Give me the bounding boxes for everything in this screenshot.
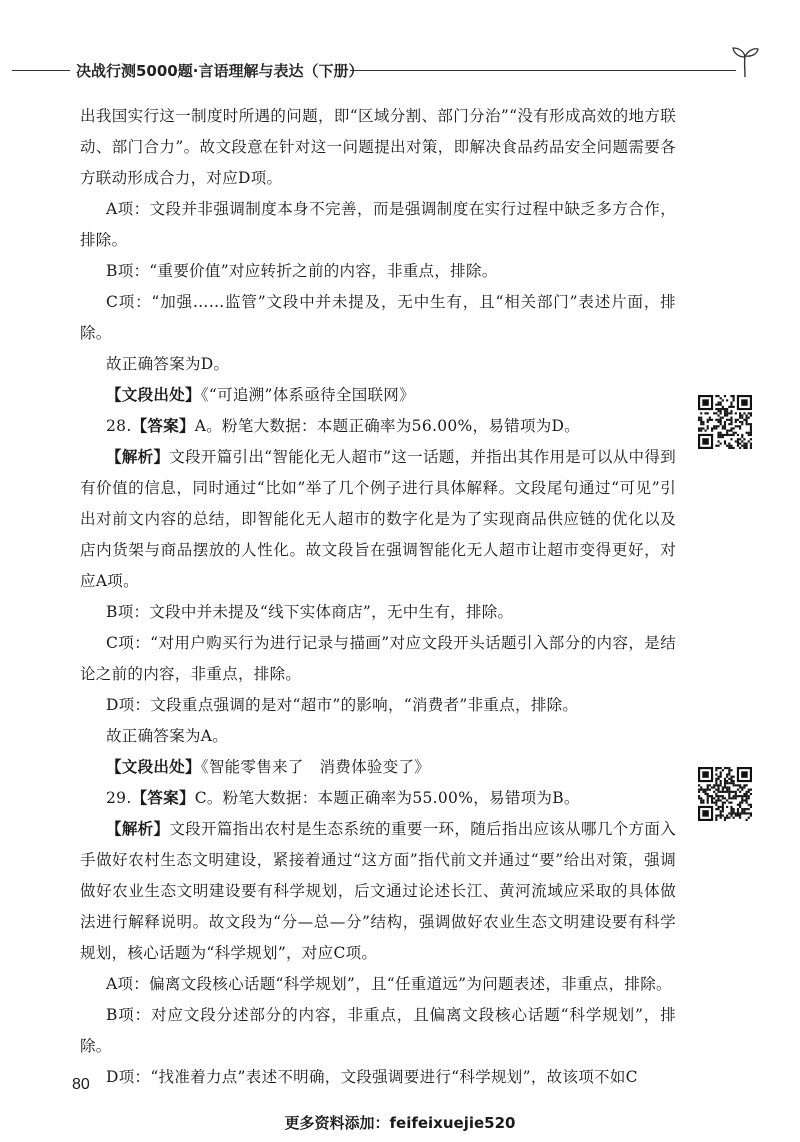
bracket-label: 【答案】 (131, 789, 195, 807)
paragraph-text: B项：“重要价值”对应转折之前的内容，非重点，排除。 (106, 262, 498, 280)
paragraph (80, 380, 676, 411)
paragraph-text: A项：偏离文段核心话题“科学规划”，且“任重道远”为问题表述，非重点，排除。 (106, 975, 672, 993)
paragraph-text: 文段开篇引出“智能化无人超市”这一话题，并指出其作用是可以从中得到有价值的信息，同时通过“比如”举了几个例子进行具体解释。文段尾句通过“可见”引出对前文内容的总结，即智能化无人超市的数字化是为了实现商品供应链的优化以及店内货架与商品摆放的人性化。故文段旨在强调智能化无人超市让超市变得更好，对应A项。 (80, 448, 676, 590)
footer-note: 更多资料添加：feifeixuejie520 (284, 1114, 516, 1132)
paragraph (80, 1000, 676, 1062)
paragraph (80, 411, 676, 442)
paragraph (80, 814, 676, 969)
bracket-label: 【解析】 (106, 448, 170, 466)
paragraph-text: C。粉笔大数据：本题正确率为55.00%，易错项为B。 (194, 789, 580, 807)
paragraph (80, 628, 676, 690)
header-rule-left (12, 70, 70, 71)
paragraph (80, 442, 676, 597)
paragraph (80, 194, 676, 256)
question-number: 28. (106, 417, 132, 435)
paragraph-text: B项：对应文段分述部分的内容，非重点，且偏离文段核心话题“科学规划”，排除。 (80, 1006, 676, 1055)
running-header (0, 58, 800, 84)
paragraph (80, 1062, 676, 1093)
paragraph (80, 256, 676, 287)
paragraph (80, 969, 676, 1000)
bracket-label: 【文段出处】 (106, 758, 201, 776)
paragraph-text: C项：“对用户购买行为进行记录与描画”对应文段开头话题引入部分的内容，是结论之前的内容，非重点，排除。 (80, 634, 676, 683)
header-title: 决战行测5000题·言语理解与表达（下册） (76, 62, 364, 80)
bracket-label: 【文段出处】 (106, 386, 201, 404)
bracket-label: 【解析】 (106, 820, 170, 838)
paragraph-text: 《“可追溯”体系亟待全国联网》 (200, 386, 415, 404)
paragraph-text: A。粉笔大数据：本题正确率为56.00%，易错项为D。 (194, 417, 581, 435)
paragraph (80, 349, 676, 380)
paragraph (80, 752, 676, 783)
paragraph-text: 故正确答案为A。 (106, 727, 229, 745)
paragraph-text: 文段开篇指出农村是生态系统的重要一环，随后指出应该从哪几个方面入手做好农村生态文明建设，紧接着通过“这方面”指代前文并通过“要”给出对策，强调做好农业生态文明建设要有科学规划，后文通过论述长江、黄河流域应采取的具体做法进行解释说明。故文段为“分—总—分”结构，强调做好农业生态文明建设要有科学规划，核心话题为“科学规划”，对应C项。 (80, 820, 676, 962)
question-number: 29. (106, 789, 132, 807)
paragraph-text: 故正确答案为D。 (106, 355, 230, 373)
page-number: 80 (72, 1076, 90, 1093)
page-body (80, 101, 676, 1093)
paragraph-text: A项：文段并非强调制度本身不完善，而是强调制度在实行过程中缺乏多方合作，排除。 (80, 200, 676, 249)
paragraph (80, 597, 676, 628)
paragraph-text: B项：文段中并未提及“线下实体商店”，无中生有，排除。 (106, 603, 514, 621)
paragraph-text: D项：“找准着力点”表述不明确，文段强调要进行“科学规划”，故该项不如C (106, 1068, 638, 1086)
paragraph (80, 287, 676, 349)
paragraph (80, 690, 676, 721)
paragraph-text: D项：文段重点强调的是对“超市”的影响，“消费者”非重点，排除。 (106, 696, 579, 714)
bracket-label: 【答案】 (131, 417, 195, 435)
header-rule-right (350, 70, 736, 71)
qr-code-icon (698, 767, 752, 821)
qr-code-icon (698, 395, 752, 449)
paragraph (80, 721, 676, 752)
paragraph (80, 101, 676, 194)
paragraph-text: 《智能零售来了 消费体验变了》 (200, 758, 431, 776)
paragraph (80, 783, 676, 814)
paragraph-text: 出我国实行这一制度时所遇的问题，即“区域分割、部门分治”“没有形成高效的地方联动、部门合力”。故文段意在针对这一问题提出对策，即解决食品药品安全问题需要各方联动形成合力，对应D项。 (80, 107, 676, 187)
sprout-icon (730, 44, 760, 78)
paragraph-text: C项：“加强……监管”文段中并未提及，无中生有，且“相关部门”表述片面，排除。 (80, 293, 676, 342)
